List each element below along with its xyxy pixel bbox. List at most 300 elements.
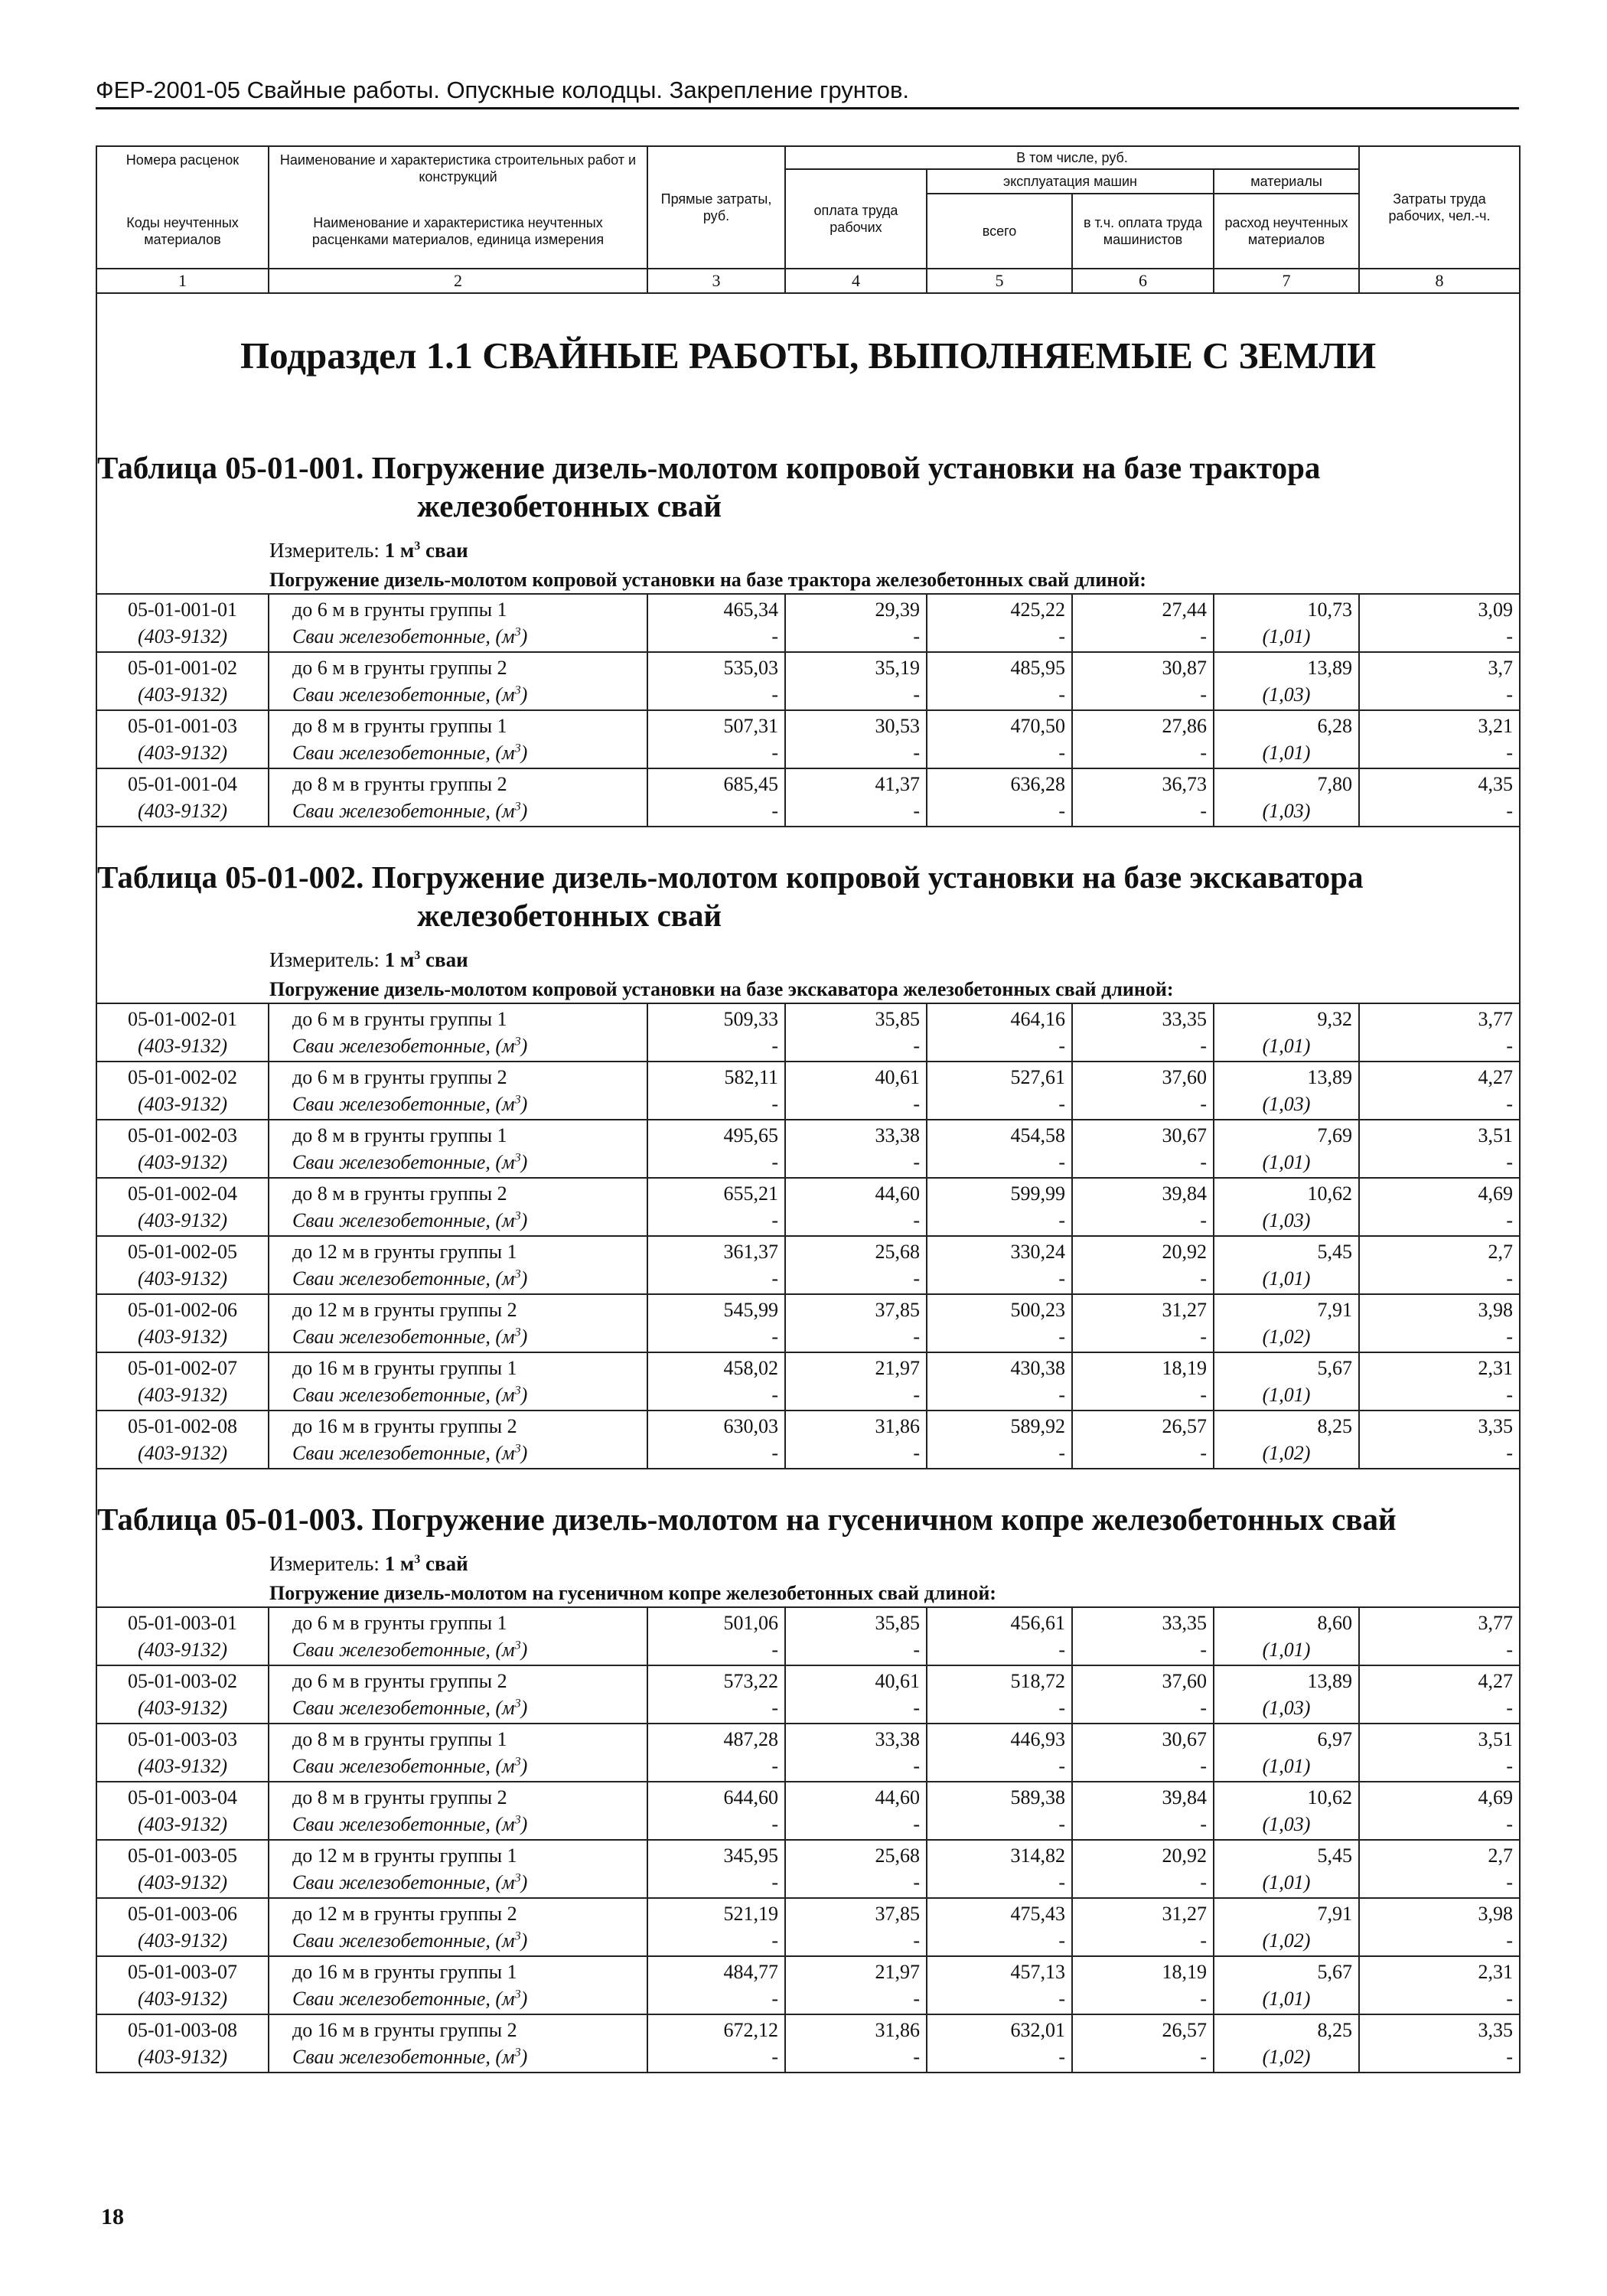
- measure-unit: [385, 948, 468, 971]
- superscript: 3: [514, 1988, 521, 2001]
- labor-dash: -: [785, 1150, 927, 1178]
- direct-dash: -: [647, 798, 785, 827]
- rate-code: 05-01-001-02: [96, 652, 269, 682]
- worker-pay: 31,86: [785, 2014, 927, 2044]
- material-name-text: Сваи железобетонные, (м: [292, 1813, 515, 1835]
- worker-pay: 44,60: [785, 1178, 927, 1208]
- superscript: 3: [414, 949, 421, 962]
- rate-code: 05-01-002-04: [96, 1178, 269, 1208]
- direct-costs: 487,28: [647, 1724, 785, 1753]
- direct-costs: 685,45: [647, 768, 785, 798]
- labor-hours: 3,51: [1359, 1120, 1520, 1150]
- machine-dash: -: [927, 1208, 1072, 1236]
- machine-total: 457,13: [927, 1956, 1072, 1986]
- material-quantity: (1,03): [1214, 682, 1359, 710]
- table-row-material: [96, 740, 1520, 768]
- measure-label: Измеритель:: [269, 948, 385, 971]
- material-quantity: (1,01): [1214, 1870, 1359, 1898]
- material-name: Сваи железобетонные, $(м^3)$: [269, 1986, 647, 2014]
- rate-code: 05-01-003-02: [96, 1665, 269, 1695]
- superscript: 3: [514, 1209, 521, 1223]
- material-cost: 13,89: [1214, 652, 1359, 682]
- labor-hours: 4,27: [1359, 1665, 1520, 1695]
- direct-costs: 545,99: [647, 1294, 785, 1324]
- machinist-pay: 18,19: [1072, 1956, 1214, 1986]
- worker-pay: 35,85: [785, 1003, 927, 1033]
- machine-total: 430,38: [927, 1352, 1072, 1382]
- work-description: до 8 м в грунты группы 2: [269, 1782, 647, 1812]
- superscript: 3: [514, 683, 521, 697]
- table-row-material: [96, 1986, 1520, 2014]
- material-cost: 5,67: [1214, 1956, 1359, 1986]
- material-name: Сваи железобетонные, $(м^3)$: [269, 1324, 647, 1352]
- table-number: Таблица 05-01-001.: [97, 450, 364, 485]
- machine-total: 464,16: [927, 1003, 1072, 1033]
- material-code: (403-9132): [96, 1266, 269, 1294]
- direct-costs: 501,06: [647, 1607, 785, 1637]
- material-name-text: Сваи железобетонные, (м: [292, 1151, 515, 1173]
- table-row: [96, 1178, 1520, 1208]
- table-row-material: [96, 1150, 1520, 1178]
- machine-total: 636,28: [927, 768, 1072, 798]
- table-row-material: [96, 1753, 1520, 1782]
- superscript: 3: [514, 742, 521, 755]
- direct-dash: -: [647, 1870, 785, 1898]
- work-description: до 12 м в грунты группы 2: [269, 1898, 647, 1928]
- direct-costs: 644,60: [647, 1782, 785, 1812]
- machine-total: 456,61: [927, 1607, 1072, 1637]
- direct-dash: -: [647, 1928, 785, 1956]
- labor-hours: 3,09: [1359, 594, 1520, 624]
- material-cost: 7,91: [1214, 1898, 1359, 1928]
- machine-dash: -: [927, 1870, 1072, 1898]
- material-quantity: (1,02): [1214, 1440, 1359, 1469]
- machinist-dash: -: [1072, 1637, 1214, 1665]
- machine-dash: -: [927, 624, 1072, 652]
- machinist-pay: 39,84: [1072, 1782, 1214, 1812]
- material-cost: 7,91: [1214, 1294, 1359, 1324]
- machine-dash: -: [927, 1091, 1072, 1120]
- machinist-pay: 30,67: [1072, 1724, 1214, 1753]
- hours-dash: -: [1359, 1382, 1520, 1411]
- labor-dash: -: [785, 1382, 927, 1411]
- material-code: (403-9132): [96, 1637, 269, 1665]
- direct-costs: 573,22: [647, 1665, 785, 1695]
- material-name-text: Сваи железобетонные, (м: [292, 1988, 515, 2010]
- machinist-dash: -: [1072, 1324, 1214, 1352]
- machinist-dash: -: [1072, 2044, 1214, 2073]
- labor-dash: -: [785, 1266, 927, 1294]
- rate-code: 05-01-002-05: [96, 1236, 269, 1266]
- machine-dash: -: [927, 1150, 1072, 1178]
- material-quantity: (1,01): [1214, 740, 1359, 768]
- worker-pay: 33,38: [785, 1724, 927, 1753]
- labor-dash: -: [785, 798, 927, 827]
- header-rate-numbers: Номера расценок: [96, 146, 269, 194]
- header-material-codes: Коды неучтенных материалов: [96, 194, 269, 269]
- material-name: Сваи железобетонные, $(м^3)$: [269, 1150, 647, 1178]
- table-row-material: [96, 1637, 1520, 1665]
- table-row: [96, 1782, 1520, 1812]
- machine-dash: -: [927, 1753, 1072, 1782]
- direct-costs: 495,65: [647, 1120, 785, 1150]
- rate-code: 05-01-003-07: [96, 1956, 269, 1986]
- labor-dash: -: [785, 1208, 927, 1236]
- material-quantity: (1,01): [1214, 1266, 1359, 1294]
- table-row: [96, 1724, 1520, 1753]
- material-code: (403-9132): [96, 1208, 269, 1236]
- material-code: (403-9132): [96, 2044, 269, 2073]
- direct-costs: 672,12: [647, 2014, 785, 2044]
- hours-dash: -: [1359, 624, 1520, 652]
- direct-dash: -: [647, 1324, 785, 1352]
- superscript: 3: [514, 1871, 521, 1885]
- table-row: [96, 1840, 1520, 1870]
- measure-row: [96, 1538, 1520, 1580]
- labor-dash: -: [785, 682, 927, 710]
- machinist-dash: -: [1072, 1440, 1214, 1469]
- material-cost: 8,60: [1214, 1607, 1359, 1637]
- material-quantity: (1,01): [1214, 1382, 1359, 1411]
- material-name-text: Сваи железобетонные, (м: [292, 1267, 515, 1290]
- machinist-pay: 27,44: [1072, 594, 1214, 624]
- rate-code: 05-01-003-03: [96, 1724, 269, 1753]
- direct-dash: -: [647, 1208, 785, 1236]
- material-code: (403-9132): [96, 1695, 269, 1724]
- table-row: [96, 1120, 1520, 1150]
- measure: [96, 1538, 1520, 1580]
- superscript: 3: [514, 1813, 521, 1827]
- machine-dash: -: [927, 1033, 1072, 1062]
- worker-pay: 33,38: [785, 1120, 927, 1150]
- material-name: Сваи железобетонные, $(м^3)$: [269, 798, 647, 827]
- direct-dash: -: [647, 1440, 785, 1469]
- machinist-pay: 30,87: [1072, 652, 1214, 682]
- machinist-pay: 37,60: [1072, 1062, 1214, 1091]
- labor-hours: 3,77: [1359, 1607, 1520, 1637]
- labor-dash: -: [785, 1928, 927, 1956]
- table-row-material: [96, 1208, 1520, 1236]
- rate-code: 05-01-001-03: [96, 710, 269, 740]
- machine-dash: -: [927, 740, 1072, 768]
- direct-dash: -: [647, 1091, 785, 1120]
- material-quantity: (1,03): [1214, 798, 1359, 827]
- hours-dash: -: [1359, 1986, 1520, 2014]
- table-row: [96, 1294, 1520, 1324]
- machinist-dash: -: [1072, 1870, 1214, 1898]
- material-quantity: (1,01): [1214, 624, 1359, 652]
- labor-dash: -: [785, 1324, 927, 1352]
- rate-code: 05-01-002-01: [96, 1003, 269, 1033]
- superscript: 3: [514, 2046, 521, 2060]
- labor-hours: 4,35: [1359, 768, 1520, 798]
- group-row: [96, 977, 1520, 1003]
- material-name-text: Сваи железобетонные, (м: [292, 1093, 515, 1115]
- worker-pay: 21,97: [785, 1352, 927, 1382]
- material-name: Сваи железобетонные, $(м^3)$: [269, 1695, 647, 1724]
- work-description: до 8 м в грунты группы 1: [269, 710, 647, 740]
- material-code: (403-9132): [96, 1753, 269, 1782]
- material-cost: 5,67: [1214, 1352, 1359, 1382]
- direct-dash: -: [647, 1382, 785, 1411]
- direct-dash: -: [647, 740, 785, 768]
- column-number: 2: [269, 269, 647, 293]
- work-description: до 8 м в грунты группы 2: [269, 768, 647, 798]
- machine-total: 518,72: [927, 1665, 1072, 1695]
- page-number: 18: [101, 2204, 124, 2229]
- work-description: до 16 м в грунты группы 1: [269, 1352, 647, 1382]
- material-quantity: (1,03): [1214, 1695, 1359, 1724]
- machine-total: 470,50: [927, 710, 1072, 740]
- labor-hours: 3,35: [1359, 2014, 1520, 2044]
- machinist-pay: 26,57: [1072, 1411, 1214, 1440]
- table-number: Таблица 05-01-003.: [97, 1502, 364, 1537]
- material-cost: 13,89: [1214, 1062, 1359, 1091]
- direct-costs: 655,21: [647, 1178, 785, 1208]
- labor-dash: -: [785, 1870, 927, 1898]
- machinist-dash: -: [1072, 1928, 1214, 1956]
- direct-dash: -: [647, 1695, 785, 1724]
- direct-dash: -: [647, 1986, 785, 2014]
- machinist-dash: -: [1072, 1382, 1214, 1411]
- table-title: [96, 827, 1520, 934]
- material-name-text: Сваи железобетонные, (м: [292, 1697, 515, 1719]
- direct-costs: 484,77: [647, 1956, 785, 1986]
- hours-dash: -: [1359, 798, 1520, 827]
- machinist-dash: -: [1072, 1091, 1214, 1120]
- rate-code: 05-01-003-04: [96, 1782, 269, 1812]
- measure-tail: сваи: [420, 948, 468, 971]
- machinist-dash: -: [1072, 1208, 1214, 1236]
- labor-dash: -: [785, 624, 927, 652]
- header-work-name: Наименование и характеристика строительных работ и конструкций: [269, 146, 647, 194]
- material-code: (403-9132): [96, 1382, 269, 1411]
- header-worker-pay: оплата труда рабочих: [785, 169, 927, 269]
- machine-dash: -: [927, 1928, 1072, 1956]
- labor-dash: -: [785, 740, 927, 768]
- machinist-pay: 20,92: [1072, 1840, 1214, 1870]
- labor-hours: 2,31: [1359, 1352, 1520, 1382]
- machine-total: 425,22: [927, 594, 1072, 624]
- table-row: [96, 1352, 1520, 1382]
- labor-dash: -: [785, 1637, 927, 1665]
- group-row: [96, 567, 1520, 594]
- table-header: [96, 146, 1520, 293]
- worker-pay: 40,61: [785, 1665, 927, 1695]
- measure-row: [96, 525, 1520, 567]
- superscript: 3: [414, 1553, 421, 1566]
- material-name-text: Сваи железобетонные, (м: [292, 1755, 515, 1777]
- table-row: [96, 710, 1520, 740]
- column-number: 7: [1214, 269, 1359, 293]
- machine-total: 589,38: [927, 1782, 1072, 1812]
- column-numbers-row: [96, 269, 1520, 293]
- labor-dash: -: [785, 1986, 927, 2014]
- material-code: (403-9132): [96, 1324, 269, 1352]
- table-row-material: [96, 1695, 1520, 1724]
- direct-dash: -: [647, 1150, 785, 1178]
- labor-hours: 3,7: [1359, 652, 1520, 682]
- work-description: до 8 м в грунты группы 1: [269, 1724, 647, 1753]
- table-row-material: [96, 1091, 1520, 1120]
- machine-total: 589,92: [927, 1411, 1072, 1440]
- machinist-dash: -: [1072, 1812, 1214, 1840]
- worker-pay: 25,68: [785, 1840, 927, 1870]
- hours-dash: -: [1359, 1150, 1520, 1178]
- machinist-dash: -: [1072, 740, 1214, 768]
- material-name-text: Сваи железобетонные, (м: [292, 742, 515, 764]
- hours-dash: -: [1359, 1870, 1520, 1898]
- table-row: [96, 1411, 1520, 1440]
- material-name-text: Сваи железобетонные, (м: [292, 800, 515, 822]
- measure-value: 1 м: [384, 1552, 415, 1575]
- hours-dash: -: [1359, 682, 1520, 710]
- machinist-pay: 26,57: [1072, 2014, 1214, 2044]
- work-description: до 12 м в грунты группы 2: [269, 1294, 647, 1324]
- measure-row: [96, 934, 1520, 977]
- labor-dash: -: [785, 1753, 927, 1782]
- work-description: до 16 м в грунты группы 2: [269, 1411, 647, 1440]
- material-name: Сваи железобетонные, $(м^3)$: [269, 1208, 647, 1236]
- machinist-pay: 18,19: [1072, 1352, 1214, 1382]
- machine-dash: -: [927, 1440, 1072, 1469]
- column-number: 1: [96, 269, 269, 293]
- group-row: [96, 1580, 1520, 1607]
- measure-label: Измеритель:: [269, 539, 385, 562]
- superscript: 3: [514, 1639, 521, 1652]
- labor-hours: 3,98: [1359, 1294, 1520, 1324]
- work-description: до 6 м в грунты группы 2: [269, 652, 647, 682]
- work-description: до 6 м в грунты группы 1: [269, 1003, 647, 1033]
- material-name: Сваи железобетонные, $(м^3)$: [269, 1091, 647, 1120]
- material-quantity: (1,01): [1214, 1150, 1359, 1178]
- direct-costs: 509,33: [647, 1003, 785, 1033]
- table-title-continuation: железобетонных свай: [417, 488, 722, 523]
- table-title-row: [96, 827, 1520, 934]
- table-title-row: [96, 1469, 1520, 1538]
- material-code: (403-9132): [96, 682, 269, 710]
- machine-dash: -: [927, 1382, 1072, 1411]
- labor-hours: 3,98: [1359, 1898, 1520, 1928]
- worker-pay: 25,68: [785, 1236, 927, 1266]
- hours-dash: -: [1359, 1091, 1520, 1120]
- group-heading: Погружение дизель-молотом копровой установки на базе трактора железобетонных свай длиной:: [96, 567, 1520, 594]
- material-name: Сваи железобетонные, $(м^3)$: [269, 1440, 647, 1469]
- material-cost: 10,62: [1214, 1782, 1359, 1812]
- group-heading: Погружение дизель-молотом на гусеничном копре железобетонных свай длиной:: [96, 1580, 1520, 1607]
- work-description: до 6 м в грунты группы 1: [269, 594, 647, 624]
- material-name: Сваи железобетонные, $(м^3)$: [269, 1266, 647, 1294]
- superscript: 3: [514, 1093, 521, 1107]
- work-description: до 6 м в грунты группы 2: [269, 1665, 647, 1695]
- direct-dash: -: [647, 1637, 785, 1665]
- material-cost: 6,97: [1214, 1724, 1359, 1753]
- table-title: [96, 418, 1520, 525]
- machinist-pay: 36,73: [1072, 768, 1214, 798]
- material-cost: 6,28: [1214, 710, 1359, 740]
- table-title-text: Погружение дизель-молотом на гусеничном копре железобетонных свай: [371, 1502, 1397, 1537]
- header-including: В том числе, руб.: [785, 146, 1359, 169]
- superscript: 3: [514, 625, 521, 639]
- header-machinist-pay: в т.ч. оплата труда машинистов: [1072, 194, 1214, 269]
- direct-costs: 507,31: [647, 710, 785, 740]
- material-quantity: (1,01): [1214, 1986, 1359, 2014]
- header-material-name: Наименование и характеристика неучтенных расценками материалов, единица измерения: [269, 194, 647, 269]
- table-row-material: [96, 624, 1520, 652]
- material-quantity: (1,02): [1214, 2044, 1359, 2073]
- machinist-dash: -: [1072, 624, 1214, 652]
- table-row: [96, 1003, 1520, 1033]
- material-cost: 5,45: [1214, 1236, 1359, 1266]
- direct-dash: -: [647, 1266, 785, 1294]
- direct-dash: -: [647, 1033, 785, 1062]
- machine-dash: -: [927, 798, 1072, 827]
- material-name: Сваи железобетонные, $(м^3)$: [269, 740, 647, 768]
- work-description: до 12 м в грунты группы 1: [269, 1840, 647, 1870]
- material-quantity: (1,01): [1214, 1753, 1359, 1782]
- material-name: Сваи железобетонные, $(м^3)$: [269, 1812, 647, 1840]
- material-code: (403-9132): [96, 1440, 269, 1469]
- material-cost: 10,62: [1214, 1178, 1359, 1208]
- table-title-text: Погружение дизель-молотом копровой установки на базе экскаватора: [371, 859, 1364, 895]
- labor-dash: -: [785, 1091, 927, 1120]
- rate-code: 05-01-002-02: [96, 1062, 269, 1091]
- rate-code: 05-01-001-01: [96, 594, 269, 624]
- material-cost: 7,80: [1214, 768, 1359, 798]
- worker-pay: 29,39: [785, 594, 927, 624]
- machine-total: 527,61: [927, 1062, 1072, 1091]
- machine-dash: -: [927, 1637, 1072, 1665]
- hours-dash: -: [1359, 1753, 1520, 1782]
- measure-unit: [385, 539, 468, 562]
- material-quantity: (1,03): [1214, 1091, 1359, 1120]
- header-machine-operation: эксплуатация машин: [927, 169, 1214, 194]
- superscript: 3: [514, 1755, 521, 1769]
- worker-pay: 37,85: [785, 1898, 927, 1928]
- table-row-material: [96, 798, 1520, 827]
- machine-dash: -: [927, 1812, 1072, 1840]
- measure-label: Измеритель:: [269, 1552, 385, 1575]
- machine-total: 599,99: [927, 1178, 1072, 1208]
- labor-hours: 3,35: [1359, 1411, 1520, 1440]
- hours-dash: -: [1359, 1637, 1520, 1665]
- table-row: [96, 1062, 1520, 1091]
- machine-dash: -: [927, 1695, 1072, 1724]
- direct-costs: 521,19: [647, 1898, 785, 1928]
- material-quantity: (1,02): [1214, 1928, 1359, 1956]
- machinist-dash: -: [1072, 682, 1214, 710]
- material-name: Сваи железобетонные, $(м^3)$: [269, 1870, 647, 1898]
- direct-costs: 361,37: [647, 1236, 785, 1266]
- worker-pay: 21,97: [785, 1956, 927, 1986]
- table-row: [96, 1665, 1520, 1695]
- machinist-pay: 33,35: [1072, 1607, 1214, 1637]
- rate-code: 05-01-002-08: [96, 1411, 269, 1440]
- work-description: до 16 м в грунты группы 2: [269, 2014, 647, 2044]
- labor-dash: -: [785, 2044, 927, 2073]
- superscript: 3: [514, 1151, 521, 1165]
- machinist-pay: 30,67: [1072, 1120, 1214, 1150]
- superscript: 3: [514, 1929, 521, 1943]
- machinist-dash: -: [1072, 1033, 1214, 1062]
- material-code: (403-9132): [96, 740, 269, 768]
- rate-code: 05-01-002-03: [96, 1120, 269, 1150]
- superscript: 3: [414, 540, 421, 553]
- table-row: [96, 1236, 1520, 1266]
- material-code: (403-9132): [96, 1033, 269, 1062]
- material-name-text: Сваи железобетонные, (м: [292, 2046, 515, 2068]
- labor-dash: -: [785, 1812, 927, 1840]
